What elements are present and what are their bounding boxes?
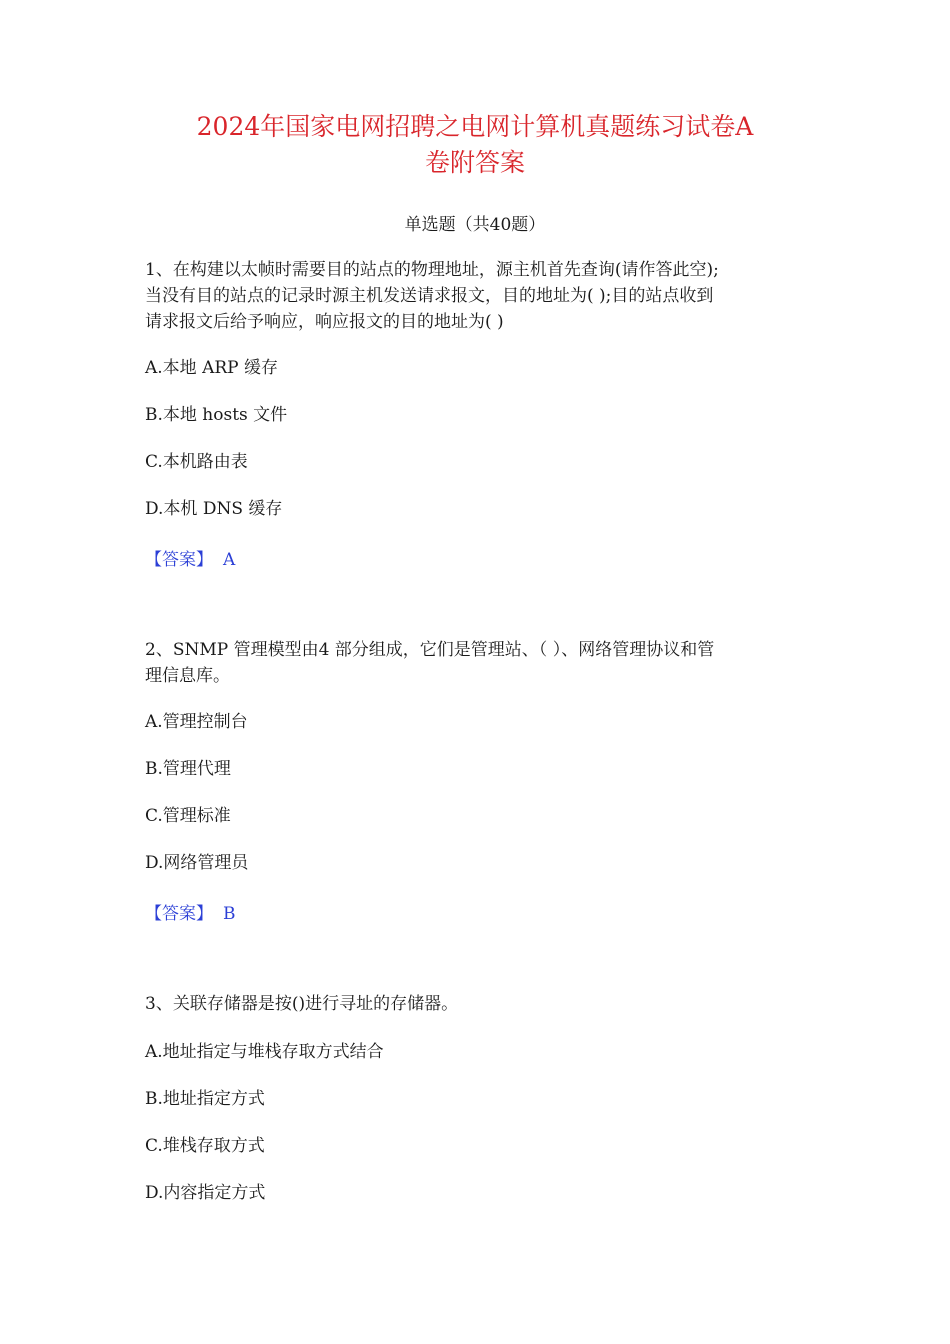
question-2-option-a: A.管理控制台 bbox=[145, 712, 248, 732]
question-1-line-1: 1、在构建以太帧时需要目的站点的物理地址，源主机首先查询(请作答此空); bbox=[145, 260, 719, 280]
question-2-option-d: D.网络管理员 bbox=[145, 853, 249, 873]
question-2-line-2: 理信息库。 bbox=[145, 666, 230, 686]
document-title-line2: 卷附答案 bbox=[424, 148, 525, 177]
question-1-line-3: 请求报文后给予响应，响应报文的目的地址为( ) bbox=[145, 312, 504, 332]
answer-label: 【答案】 bbox=[145, 550, 213, 570]
question-3-option-c: C.堆栈存取方式 bbox=[145, 1136, 265, 1156]
answer-value: B bbox=[223, 904, 236, 924]
question-3-option-b: B.地址指定方式 bbox=[145, 1089, 265, 1109]
question-1-line-2: 当没有目的站点的记录时源主机发送请求报文，目的地址为( );目的站点收到 bbox=[145, 286, 714, 306]
question-2-option-c: C.管理标准 bbox=[145, 806, 231, 826]
question-1-option-d: D.本机 DNS 缓存 bbox=[145, 499, 283, 519]
question-3-option-a: A.地址指定与堆栈存取方式结合 bbox=[145, 1042, 384, 1062]
question-1-option-c: C.本机路由表 bbox=[145, 452, 248, 472]
question-3-option-d: D.内容指定方式 bbox=[145, 1183, 266, 1203]
question-2-line-1: 2、SNMP 管理模型由4 部分组成，它们是管理站、（ ）、网络管理协议和管 bbox=[145, 640, 715, 660]
question-2-option-b: B.管理代理 bbox=[145, 759, 231, 779]
question-3-line-1: 3、关联存储器是按()进行寻址的存储器。 bbox=[145, 994, 459, 1014]
question-1-option-a: A.本地 ARP 缓存 bbox=[145, 358, 279, 378]
question-1-answer bbox=[145, 545, 235, 570]
answer-label: 【答案】 bbox=[145, 904, 213, 924]
question-2-answer bbox=[145, 899, 236, 924]
section-heading: 单选题（共40题） bbox=[404, 215, 546, 235]
answer-value: A bbox=[223, 550, 236, 570]
document-title-line1: 2024年国家电网招聘之电网计算机真题练习试卷A bbox=[196, 112, 754, 141]
question-1-option-b: B.本地 hosts 文件 bbox=[145, 405, 288, 425]
